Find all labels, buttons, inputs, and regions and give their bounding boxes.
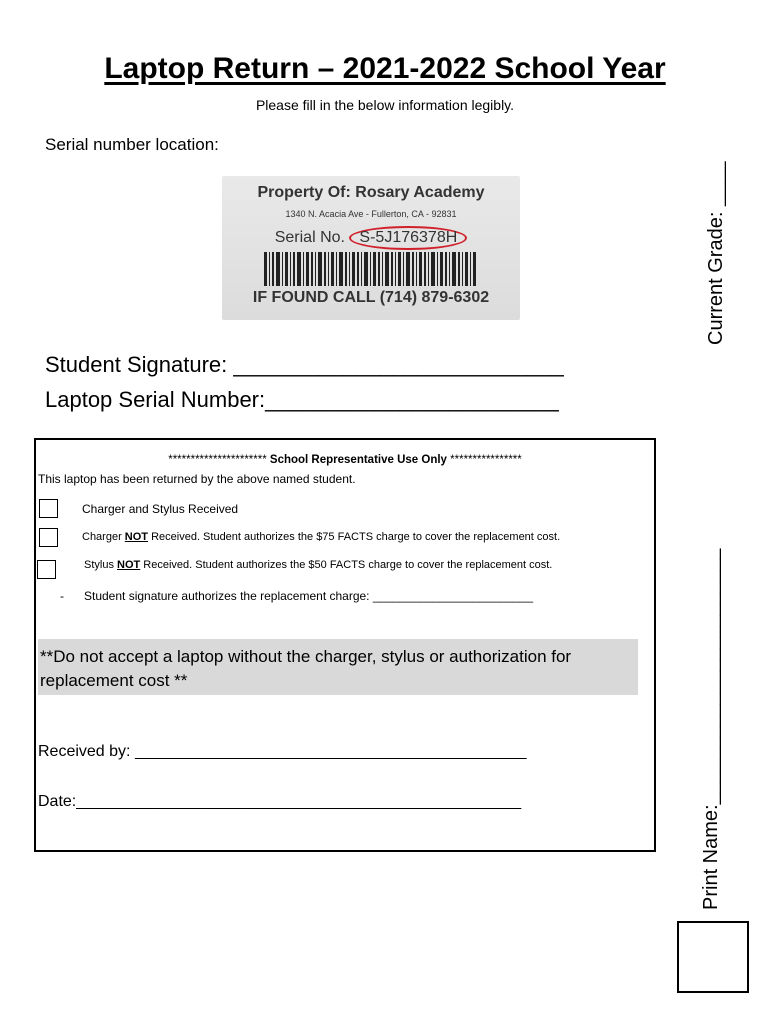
student-auth-signature-field[interactable]: Student signature authorizes the replacement charge: ________________________ [84, 589, 534, 603]
charger-not-received-label [82, 531, 560, 543]
warning-banner [38, 639, 638, 695]
opt2-b: Received. Student authorizes the $75 FACTS charge to cover the replacement cost. [148, 531, 561, 543]
opt3-not: NOT [117, 559, 141, 571]
rep-stars-left: ********************** [168, 454, 267, 466]
charger-not-received-checkbox[interactable] [39, 528, 58, 547]
opt2-a: Charger [82, 531, 125, 543]
list-dash: - [60, 589, 64, 603]
rep-use-section [34, 438, 656, 852]
label-serial [222, 226, 520, 250]
received-by-field[interactable]: Received by: ____________________________________________ [38, 743, 527, 760]
label-serial-prefix: Serial No. [274, 229, 345, 246]
barcode [264, 252, 478, 286]
current-grade-field[interactable]: Current Grade: ____ [705, 161, 727, 345]
opt3-a: Stylus [84, 559, 118, 571]
student-signature-field[interactable]: Student Signature: ___________________________ [45, 352, 564, 377]
laptop-serial-field[interactable]: Laptop Serial Number:________________________ [45, 387, 559, 412]
opt3-b: Received. Student authorizes the $50 FACTS charge to cover the replacement cost. [140, 559, 553, 571]
label-serial-value: S-5J176378H [349, 226, 467, 250]
serial-location-label: Serial number location: [45, 135, 219, 154]
label-found-call: IF FOUND CALL (714) 879-6302 [252, 289, 490, 306]
charger-stylus-received-label: Charger and Stylus Received [82, 502, 239, 516]
print-name-field[interactable]: Print Name:_______________________ [700, 548, 722, 910]
corner-box [677, 921, 749, 993]
rep-heading-text: School Representative Use Only [269, 454, 447, 466]
rep-section-heading [36, 454, 654, 466]
charger-stylus-received-checkbox[interactable] [39, 499, 58, 518]
stylus-not-received-label [84, 559, 552, 571]
label-property: Property Of: Rosary Academy [257, 184, 485, 201]
rep-stars-right: **************** [450, 454, 522, 466]
warning-text: **Do not accept a laptop without the charger, stylus or authorization for replacement cost ** [40, 647, 572, 690]
date-field[interactable]: Date:__________________________________________________ [38, 793, 522, 810]
page-title: Laptop Return – 2021-2022 School Year [104, 52, 666, 85]
serial-label-photo [222, 176, 520, 320]
opt2-not: NOT [124, 531, 149, 543]
returned-statement: This laptop has been returned by the above named student. [38, 472, 356, 486]
label-address: 1340 N. Acacia Ave - Fullerton, CA - 92831 [285, 209, 457, 219]
instructions: Please fill in the below information legibly. [255, 97, 515, 113]
stylus-not-received-checkbox[interactable] [37, 560, 56, 579]
